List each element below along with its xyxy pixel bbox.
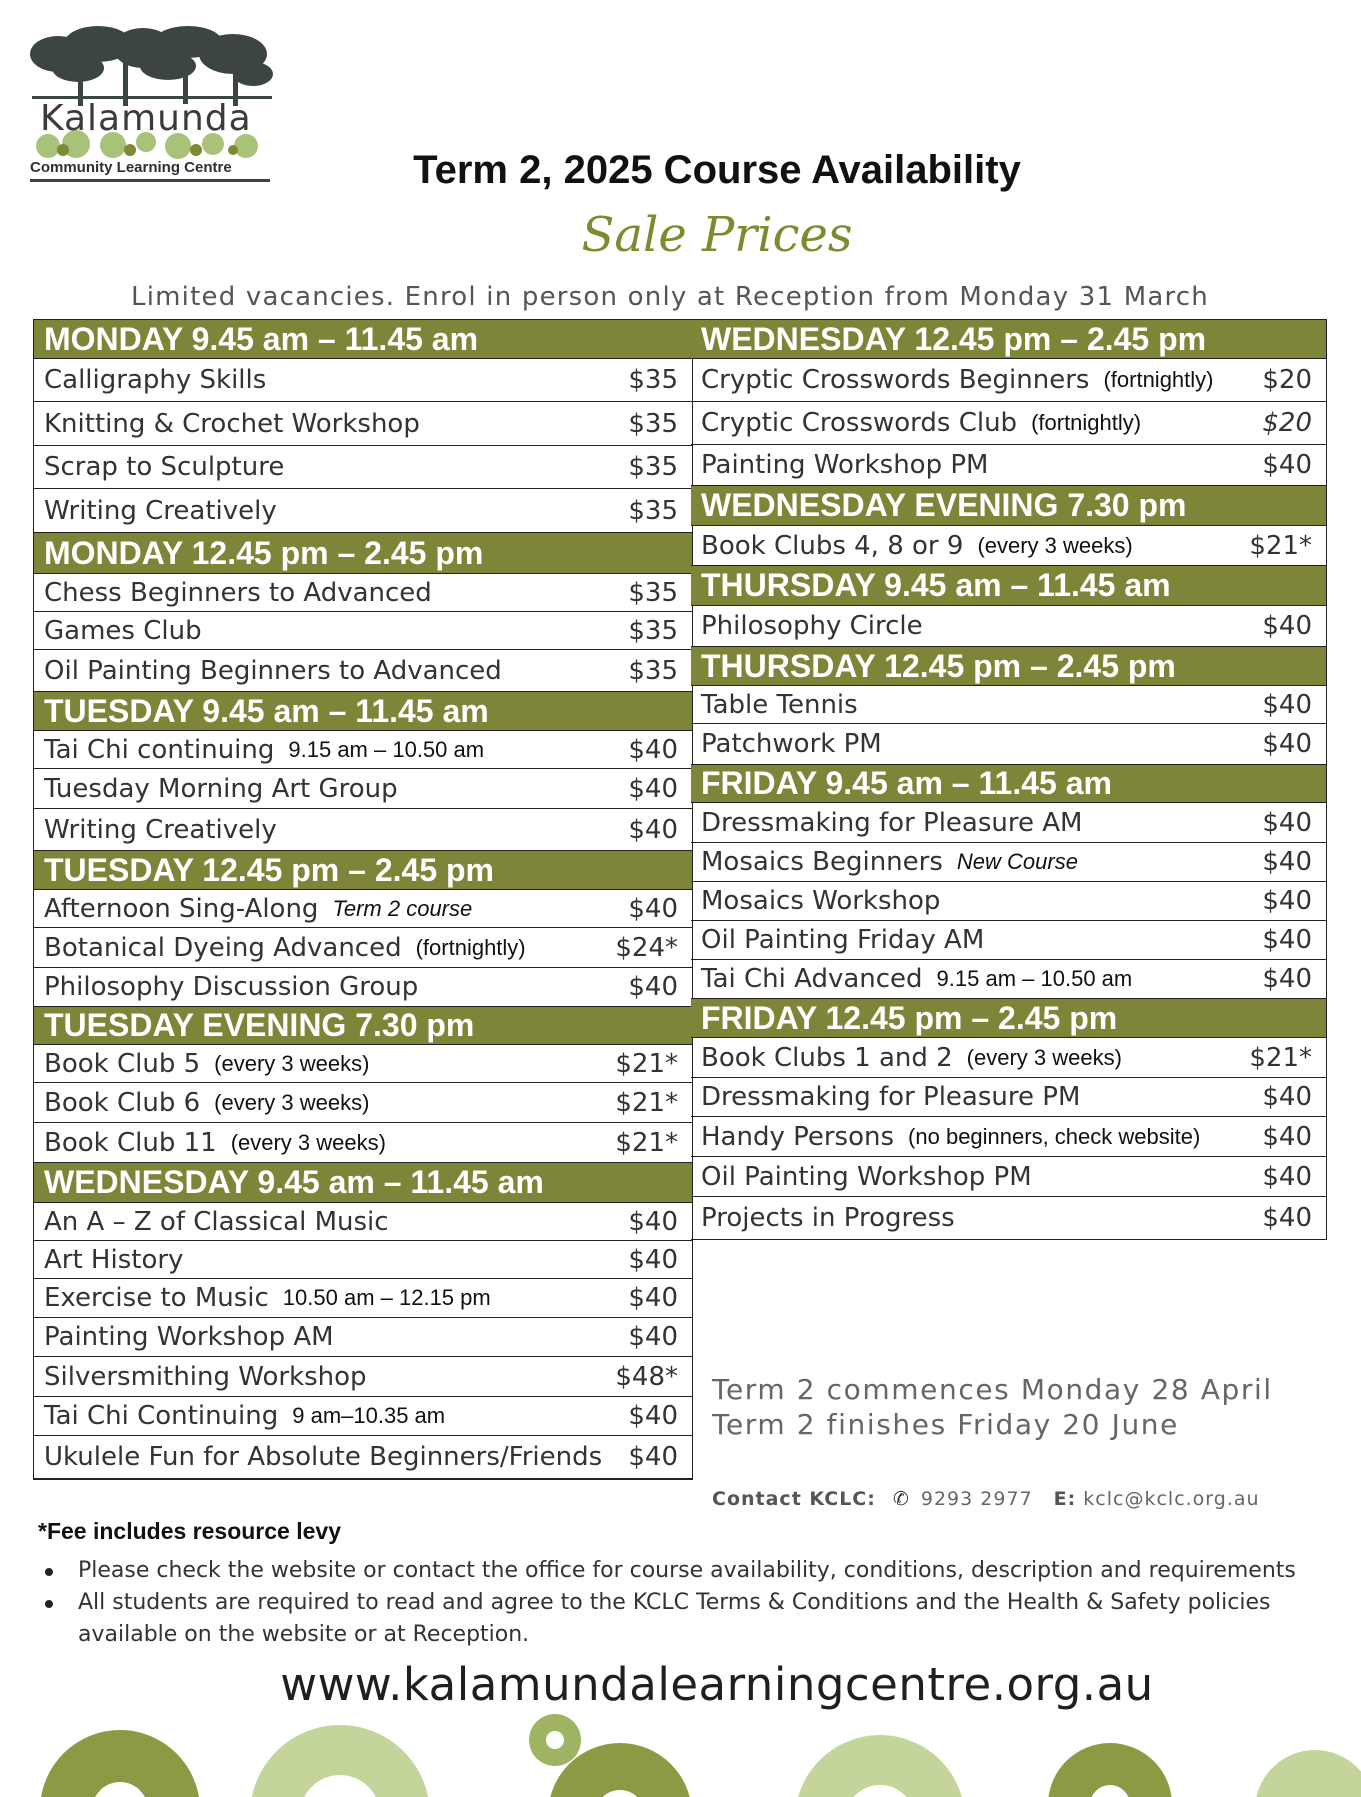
course-price: $40 [628, 1283, 678, 1313]
course-price: $40 [628, 1442, 678, 1472]
course-row [34, 1279, 692, 1318]
course-price: $40 [628, 814, 678, 845]
course-name: Tai Chi Advanced [701, 964, 923, 994]
logo-name: Kalamunda [40, 98, 252, 139]
course-row [34, 574, 692, 612]
day-header-thursday-12-45-pm-2-45-pm: THURSDAY 12.45 pm – 2.45 pm [691, 647, 1326, 686]
course-price: $35 [628, 577, 678, 608]
course-row [691, 843, 1326, 882]
course-price: $40 [628, 893, 678, 924]
email-label: E: [1053, 1488, 1077, 1510]
course-note: (fortnightly) [1103, 367, 1214, 392]
course-name: Dressmaking for Pleasure AM [701, 807, 1083, 838]
day-header-tuesday-9-45-am-11-45-am: TUESDAY 9.45 am – 11.45 am [34, 692, 692, 731]
course-note: 9.15 am – 10.50 am [288, 736, 485, 762]
day-header-wednesday-evening-7-30-pm: WEDNESDAY EVENING 7.30 pm [691, 486, 1326, 526]
course-price: $40 [1262, 964, 1312, 994]
logo-subtitle: Community Learning Centre [30, 159, 232, 176]
day-header-monday-9-45-am-11-45-am: MONDAY 9.45 am – 11.45 am [34, 320, 692, 359]
course-price: $40 [1262, 1121, 1312, 1152]
course-row [34, 731, 692, 769]
course-name: Book Club 11 [44, 1127, 217, 1158]
course-price: $35 [628, 452, 678, 482]
info-bullets [38, 1555, 1328, 1651]
course-name: Dressmaking for Pleasure PM [701, 1082, 1081, 1112]
course-row [691, 1038, 1326, 1078]
course-row [34, 446, 692, 489]
course-name: Mosaics Beginners [701, 847, 943, 877]
course-price: $40 [628, 972, 678, 1002]
course-price: $35 [628, 655, 678, 686]
course-name: Tuesday Morning Art Group [44, 773, 398, 804]
course-row [691, 1197, 1326, 1240]
course-note: New Course [956, 849, 1078, 874]
course-price: $48* [615, 1361, 678, 1392]
website-link[interactable]: www.kalamundalearningcentre.org.au [280, 1658, 1154, 1711]
course-name: Exercise to Music [44, 1283, 269, 1313]
bullet-item [38, 1587, 1328, 1651]
course-name: An A – Z of Classical Music [44, 1206, 389, 1237]
course-row [691, 445, 1326, 486]
course-price: $40 [1262, 611, 1312, 641]
gears-decoration-icon [0, 1700, 1361, 1797]
course-row [691, 686, 1326, 724]
course-row [34, 1397, 692, 1436]
course-row [34, 809, 692, 851]
course-price: $40 [1262, 450, 1312, 480]
course-name: Cryptic Crosswords Club [701, 408, 1018, 438]
day-header-thursday-9-45-am-11-45-am: THURSDAY 9.45 am – 11.45 am [691, 566, 1326, 606]
course-price: $40 [1262, 1203, 1312, 1233]
course-price: $20 [1262, 408, 1312, 438]
course-price: $21* [615, 1048, 678, 1079]
course-price: $40 [628, 1244, 678, 1275]
course-row [691, 606, 1326, 647]
course-name: Oil Painting Workshop PM [701, 1161, 1032, 1192]
day-header-monday-12-45-pm-2-45-pm: MONDAY 12.45 pm – 2.45 pm [34, 533, 692, 574]
course-note: 9 am–10.35 am [292, 1403, 446, 1428]
course-row [34, 928, 692, 968]
term-start-date: Term 2 commences Monday 28 April [712, 1373, 1273, 1406]
contact-phone[interactable]: 9293 2977 [920, 1488, 1033, 1510]
right-course-column [691, 319, 1327, 1240]
course-name: Chess Beginners to Advanced [44, 577, 432, 608]
course-note: (every 3 weeks) [214, 1089, 370, 1115]
course-name: Afternoon Sing-Along [44, 893, 319, 924]
course-name: Book Club 6 [44, 1087, 201, 1118]
course-name: Table Tennis [701, 689, 858, 720]
course-row [34, 769, 692, 809]
course-note: Term 2 course [332, 895, 473, 921]
course-row [691, 526, 1326, 566]
course-price: $40 [1262, 729, 1312, 759]
contact-email[interactable]: kclc@kclc.org.au [1083, 1488, 1260, 1510]
contact-info [712, 1488, 1260, 1510]
day-header-tuesday-evening-7-30-pm: TUESDAY EVENING 7.30 pm [34, 1007, 692, 1045]
course-price: $21* [615, 1127, 678, 1158]
enrolment-notice: Limited vacancies. Enrol in person only at Reception from Monday 31 March [131, 282, 1209, 312]
day-header-friday-12-45-pm-2-45-pm: FRIDAY 12.45 pm – 2.45 pm [691, 999, 1326, 1038]
course-price: $40 [1262, 847, 1312, 877]
left-course-column [33, 319, 693, 1480]
course-note: 9.15 am – 10.50 am [936, 966, 1133, 991]
course-price: $24* [615, 932, 678, 963]
page-title: Term 2, 2025 Course Availability [413, 148, 1021, 192]
course-row [691, 1117, 1326, 1157]
course-price: $21* [1249, 1042, 1312, 1073]
course-row [34, 1357, 692, 1397]
course-price: $40 [1262, 1082, 1312, 1112]
course-name: Oil Painting Friday AM [701, 925, 985, 955]
course-name: Mosaics Workshop [701, 886, 941, 916]
course-price: $21* [615, 1087, 678, 1118]
term-end-date: Term 2 finishes Friday 20 June [712, 1408, 1179, 1441]
course-price: $35 [628, 408, 678, 439]
course-row [34, 650, 692, 692]
course-row [34, 489, 692, 533]
course-row [691, 724, 1326, 765]
course-price: $40 [628, 773, 678, 804]
course-price: $40 [628, 734, 678, 765]
course-price: $40 [1262, 925, 1312, 955]
day-header-friday-9-45-am-11-45-am: FRIDAY 9.45 am – 11.45 am [691, 765, 1326, 803]
course-price: $35 [628, 365, 678, 395]
bullet-item [38, 1555, 1328, 1587]
course-note: (no beginners, check website) [908, 1123, 1201, 1149]
course-price: $40 [1262, 689, 1312, 720]
course-row [34, 359, 692, 402]
course-note: 10.50 am – 12.15 pm [282, 1285, 491, 1310]
course-price: $40 [1262, 807, 1312, 838]
course-row [691, 921, 1326, 960]
course-row [691, 803, 1326, 843]
course-name: Handy Persons [701, 1121, 895, 1152]
course-name: Book Clubs 1 and 2 [701, 1042, 953, 1073]
bullet-dot-icon [45, 1600, 53, 1608]
course-row [691, 882, 1326, 921]
day-header-wednesday-12-45-pm-2-45-pm: WEDNESDAY 12.45 pm – 2.45 pm [691, 320, 1326, 359]
course-row [34, 1045, 692, 1083]
course-name: Knitting & Crochet Workshop [44, 408, 420, 439]
course-name: Patchwork PM [701, 729, 882, 759]
course-name: Book Clubs 4, 8 or 9 [701, 530, 964, 561]
course-row [34, 890, 692, 928]
course-price: $40 [628, 1206, 678, 1237]
course-row [34, 1436, 692, 1479]
course-row [34, 1318, 692, 1357]
course-name: Ukulele Fun for Absolute Beginners/Friends [44, 1442, 603, 1472]
course-price: $40 [1262, 886, 1312, 916]
bullet-text: Please check the website or contact the office for course availability, conditions, description and requirements [78, 1558, 1296, 1583]
contact-label: Contact KCLC: [712, 1488, 876, 1510]
course-row [34, 1241, 692, 1279]
course-price: $40 [1262, 1161, 1312, 1192]
course-name: Games Club [44, 615, 202, 646]
course-price: $35 [628, 615, 678, 646]
course-note: (every 3 weeks) [977, 532, 1133, 558]
course-row [34, 1083, 692, 1123]
course-note: (fortnightly) [415, 934, 526, 960]
sale-prices-heading: Sale Prices [581, 207, 853, 263]
course-price: $35 [628, 495, 678, 526]
course-row [34, 1123, 692, 1163]
course-name: Projects in Progress [701, 1203, 955, 1233]
course-row [691, 359, 1326, 402]
course-row [691, 960, 1326, 999]
course-note: (every 3 weeks) [966, 1044, 1122, 1070]
course-price: $20 [1262, 365, 1312, 395]
course-name: Botanical Dyeing Advanced [44, 932, 402, 963]
bullet-dot-icon [45, 1568, 53, 1576]
course-price: $21* [1249, 530, 1312, 561]
course-name: Writing Creatively [44, 495, 277, 526]
course-name: Calligraphy Skills [44, 365, 267, 395]
course-row [34, 968, 692, 1007]
course-price: $40 [628, 1401, 678, 1431]
course-note: (fortnightly) [1031, 410, 1142, 435]
course-row [691, 402, 1326, 445]
course-name: Tai Chi Continuing [44, 1401, 279, 1431]
bullet-text: All students are required to read and agree to the KCLC Terms & Conditions and the Health & Safety policies available on the website or at Reception. [78, 1590, 1271, 1647]
course-row [34, 402, 692, 446]
course-name: Philosophy Circle [701, 611, 923, 641]
course-name: Silversmithing Workshop [44, 1361, 367, 1392]
course-note: (every 3 weeks) [230, 1129, 386, 1155]
course-name: Philosophy Discussion Group [44, 972, 419, 1002]
course-row [34, 1203, 692, 1241]
day-header-wednesday-9-45-am-11-45-am: WEDNESDAY 9.45 am – 11.45 am [34, 1163, 692, 1203]
course-name: Art History [44, 1244, 184, 1275]
course-name: Book Club 5 [44, 1048, 201, 1079]
course-name: Tai Chi continuing [44, 734, 275, 765]
course-name: Writing Creatively [44, 814, 277, 845]
course-price: $40 [628, 1322, 678, 1352]
course-name: Oil Painting Beginners to Advanced [44, 655, 502, 686]
course-row [691, 1157, 1326, 1197]
phone-icon: ✆ [892, 1488, 910, 1510]
course-name: Cryptic Crosswords Beginners [701, 365, 1090, 395]
course-row [34, 612, 692, 650]
course-row [691, 1078, 1326, 1117]
course-note: (every 3 weeks) [214, 1050, 370, 1076]
course-name: Painting Workshop AM [44, 1322, 334, 1352]
course-name: Painting Workshop PM [701, 450, 989, 480]
fee-footnote: *Fee includes resource levy [38, 1518, 341, 1544]
day-header-tuesday-12-45-pm-2-45-pm: TUESDAY 12.45 pm – 2.45 pm [34, 851, 692, 890]
course-name: Scrap to Sculpture [44, 452, 285, 482]
